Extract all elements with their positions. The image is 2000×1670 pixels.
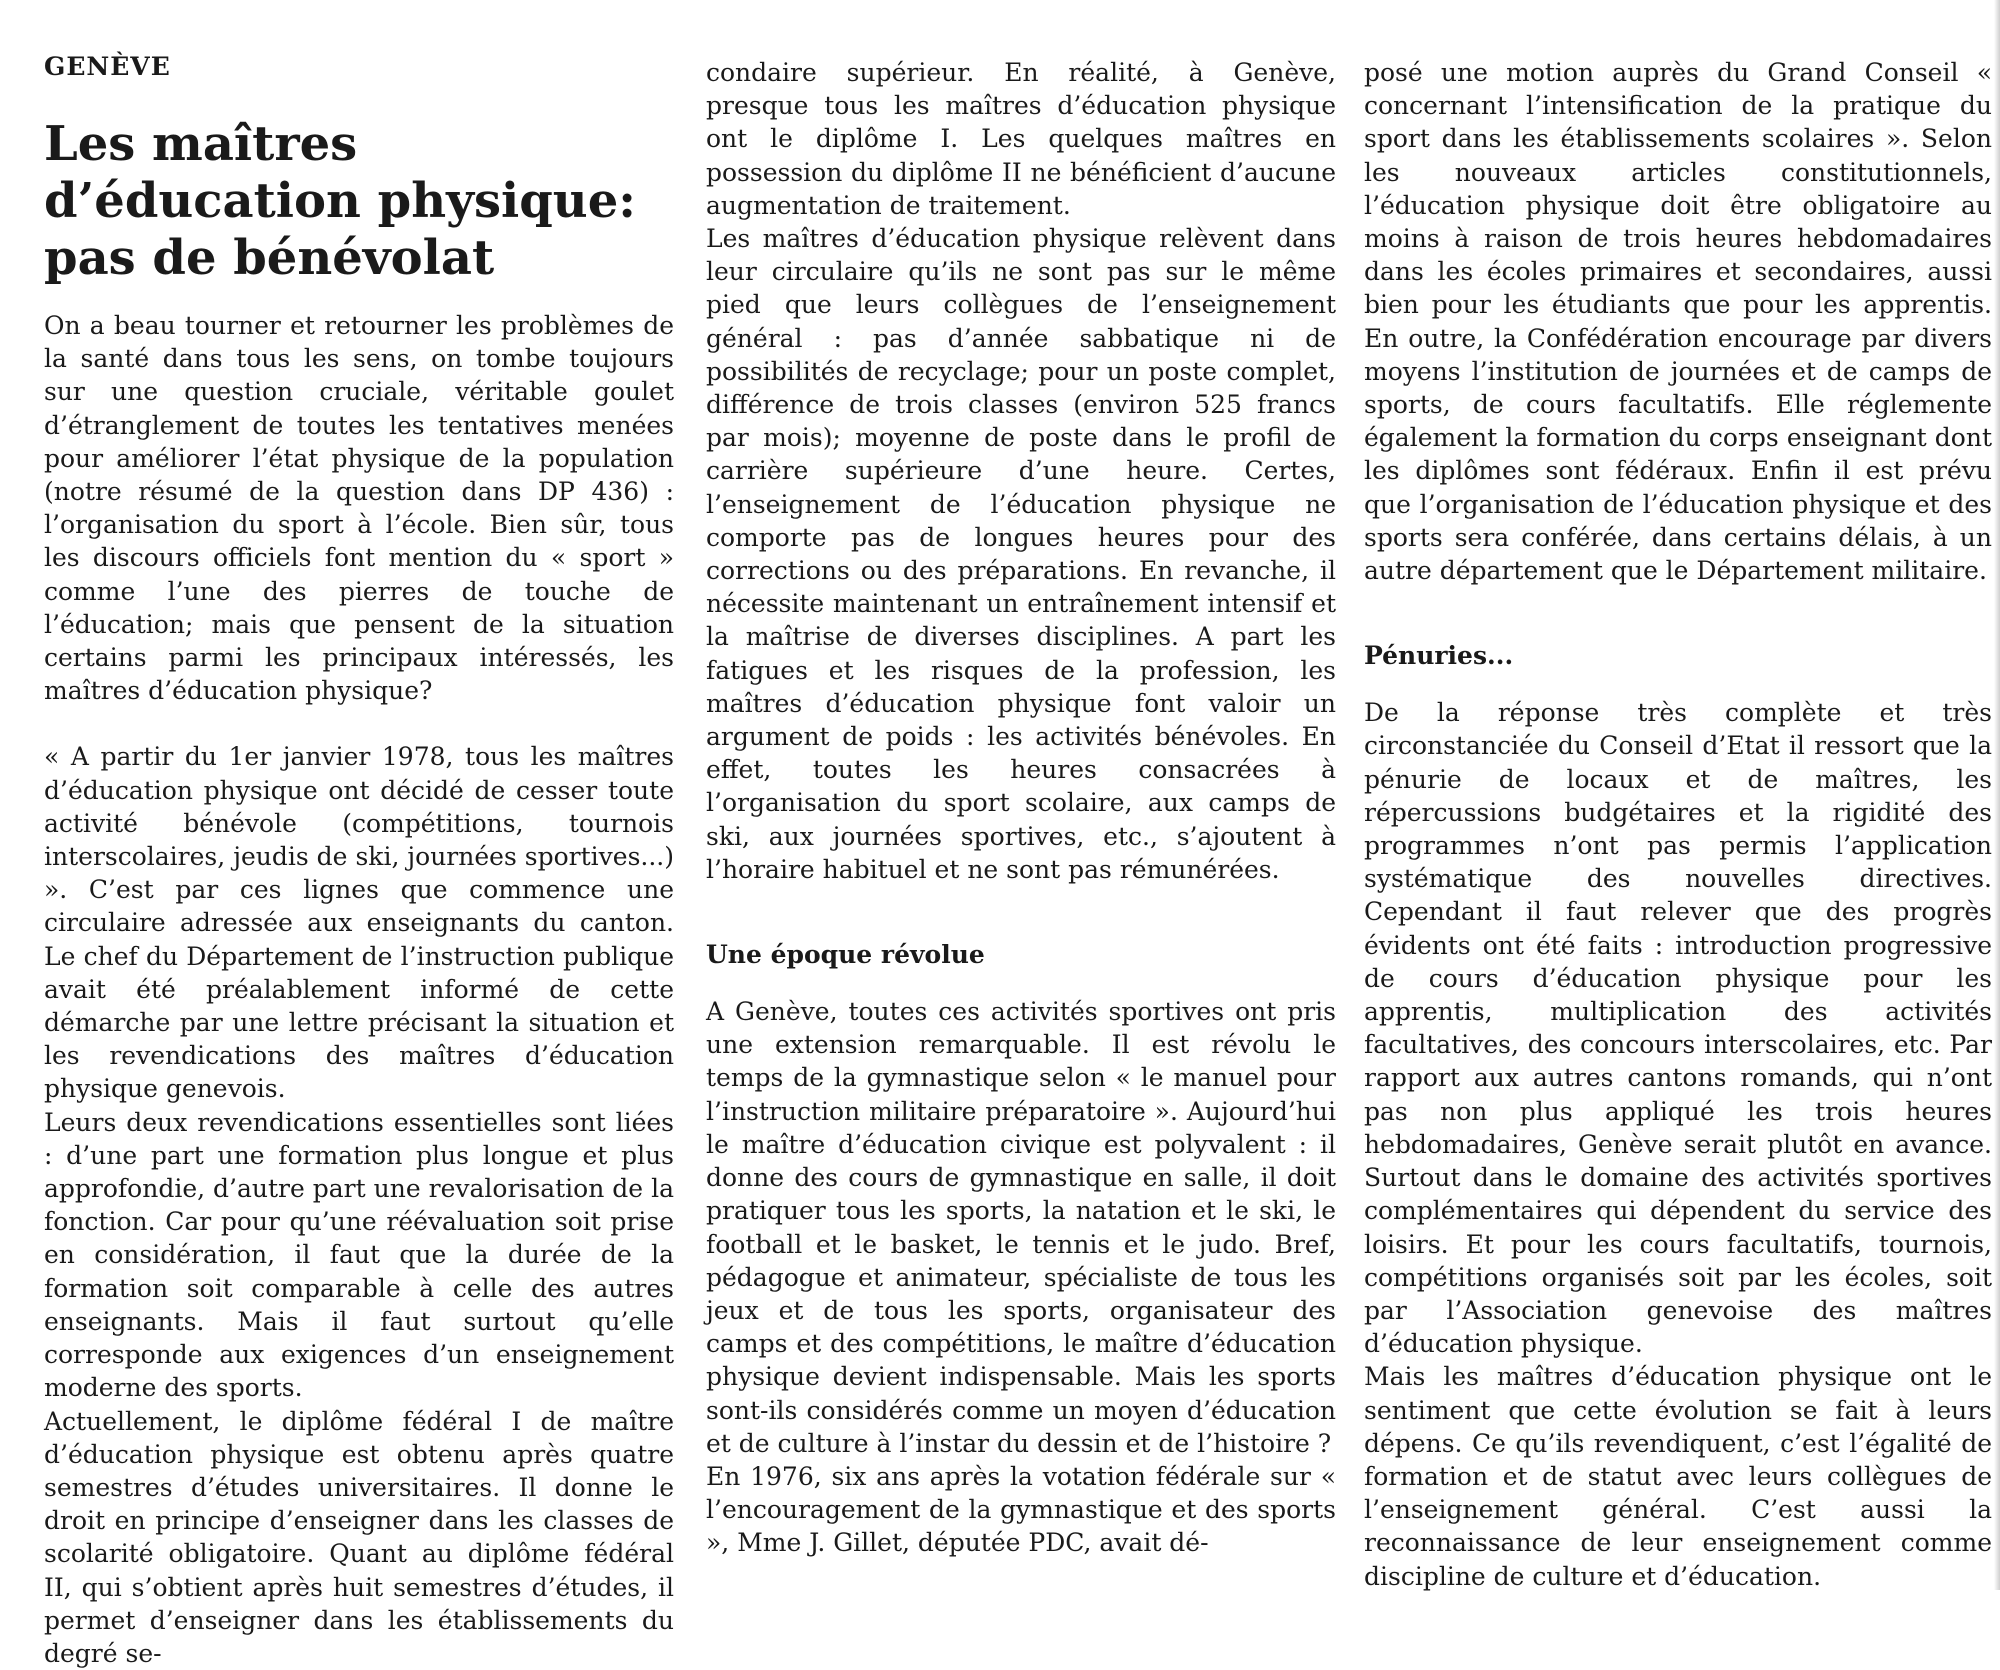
subheading: Une époque révolue	[706, 940, 1336, 970]
paragraph: On a beau tourner et retourner les problèmes de la santé dans tous les sens, on tombe toujours sur une question cruciale, véritable goulet d’étranglement de toutes les tentatives menées pour améliorer l’état physique de la population (notre résumé de la question dans DP 436) : l’organisation du sport à l’école. Bien sûr, tous les discours officiels font mention du « sport » comme l’une des pierres de touche de l’éducation; mais que pensent de la situation certains parmi les principaux intéressés, les maîtres d’éducation physique?	[44, 309, 674, 707]
paragraph: condaire supérieur. En réalité, à Genève, presque tous les maîtres d’éducation physique ont le diplôme I. Les quelques maîtres en possession du diplôme II ne bénéficient d’aucune augmentation de traitement.	[706, 56, 1336, 222]
paragraph: A Genève, toutes ces activités sportives ont pris une extension remarquable. Il est révolu le temps de la gymnastique selon « le manuel pour l’instruction militaire préparatoire ». Aujourd’hui le maître d’éducation civique est polyvalent : il donne des cours de gymnastique en salle, il doit pratiquer tous les sports, la natation et le ski, le football et le basket, le tennis et le judo. Bref, pédagogue et animateur, spécialiste de tous les jeux et de tous les sports, organisateur des camps et des compétitions, le maître d’éducation physique devient indispensable. Mais les sports sont-ils considérés comme un moyen d’éducation et de culture à l’instar du dessin et de l’histoire ?	[706, 995, 1336, 1460]
section-kicker: GENÈVE	[44, 52, 674, 82]
column-2	[706, 56, 1336, 1560]
paragraph: posé une motion auprès du Grand Conseil « concernant l’intensification de la pratique du sport dans les établissements scolaires ». Selon les nouveaux articles constitutionnels, l’éducation physique doit être obligatoire au moins à raison de trois heures hebdomadaires dans les écoles primaires et secondaires, aussi bien pour les étudiants que pour les apprentis. En outre, la Confédération encourage par divers moyens l’institution de journées et de camps de sports, de cours facultatifs. Elle réglemente également la formation du corps enseignant dont les diplômes sont fédéraux. Enfin il est prévu que l’organisation de l’éducation physique et des sports sera conférée, dans certains délais, à un autre département que le Département militaire.	[1364, 56, 1992, 587]
page-edge-shadow	[1994, 0, 2000, 1590]
paragraph: De la réponse très complète et très circonstanciée du Conseil d’Etat il ressort que la pénurie de locaux et de maîtres, les répercussions budgétaires et la rigidité des programmes n’ont pas permis l’application systématique des nouvelles directives. Cependant il faut relever que des progrès évidents ont été faits : introduction progressive de cours d’éducation physique pour les apprentis, multiplication des activités facultatives, des concours interscolaires, etc. Par rapport aux autres cantons romands, qui n’ont pas non plus appliqué les trois heures hebdomadaires, Genève serait plutôt en avance. Surtout dans le domaine des activités sportives complémentaires qui dépendent du service des loisirs. Et pour les cours facultatifs, tournois, compétitions organisés soit par les écoles, soit par l’Association genevoise des maîtres d’éducation physique.	[1364, 696, 1992, 1360]
column-1	[44, 52, 674, 1670]
subheading: Pénuries...	[1364, 641, 1992, 671]
paragraph: En 1976, six ans après la votation fédérale sur « l’encouragement de la gymnastique et des sports », Mme J. Gillet, députée PDC, avait dé-	[706, 1460, 1336, 1560]
paragraph: Mais les maîtres d’éducation physique ont le sentiment que cette évolution se fait à leurs dépens. Ce qu’ils revendiquent, c’est l’égalité de formation et de statut avec leurs collègues de l’enseignement général. C’est aussi la reconnaissance de leur enseignement comme discipline de culture et d’éducation.	[1364, 1360, 1992, 1592]
paragraph: Actuellement, le diplôme fédéral I de maître d’éducation physique est obtenu après quatre semestres d’études universitaires. Il donne le droit en principe d’enseigner dans les classes de scolarité obligatoire. Quant au diplôme fédéral II, qui s’obtient après huit semestres d’études, il permet d’enseigner dans les établissements du degré se-	[44, 1405, 674, 1670]
paragraph: « A partir du 1er janvier 1978, tous les maîtres d’éducation physique ont décidé de cesser toute activité bénévole (compétitions, tournois interscolaires, jeudis de ski, journées sportives...) ». C’est par ces lignes que commence une circulaire adressée aux enseignants du canton. Le chef du Département de l’instruction publique avait été préalablement informé de cette démarche par une lettre précisant la situation et les revendications des maîtres d’éducation physique genevois.	[44, 740, 674, 1105]
paragraph: Les maîtres d’éducation physique relèvent dans leur circulaire qu’ils ne sont pas sur le même pied que leurs collègues de l’enseignement général : pas d’année sabbatique ni de possibilités de recyclage; pour un poste complet, différence de trois classes (environ 525 francs par mois); moyenne de poste dans le profil de carrière supérieure d’une heure. Certes, l’enseignement de l’éducation physique ne comporte pas de longues heures pour des corrections ou des préparations. En revanche, il nécessite maintenant un entraînement intensif et la maîtrise de diverses disciplines. A part les fatigues et les risques de la profession, les maîtres d’éducation physique font valoir un argument de poids : les activités bénévoles. En effet, toutes les heures consacrées à l’organisation du sport scolaire, aux camps de ski, aux journées sportives, etc., s’ajoutent à l’horaire habituel et ne sont pas rémunérées.	[706, 222, 1336, 886]
column-3	[1364, 56, 1992, 1593]
article-headline: Les maîtres d’éducation physique: pas de bénévolat	[44, 116, 674, 287]
paragraph: Leurs deux revendications essentielles sont liées : d’une part une formation plus longue et plus approfondie, d’autre part une revalorisation de la fonction. Car pour qu’une réévaluation soit prise en considération, il faut que la durée de la formation soit comparable à celle des autres enseignants. Mais il faut surtout qu’elle corresponde aux exigences d’un enseignement moderne des sports.	[44, 1106, 674, 1405]
